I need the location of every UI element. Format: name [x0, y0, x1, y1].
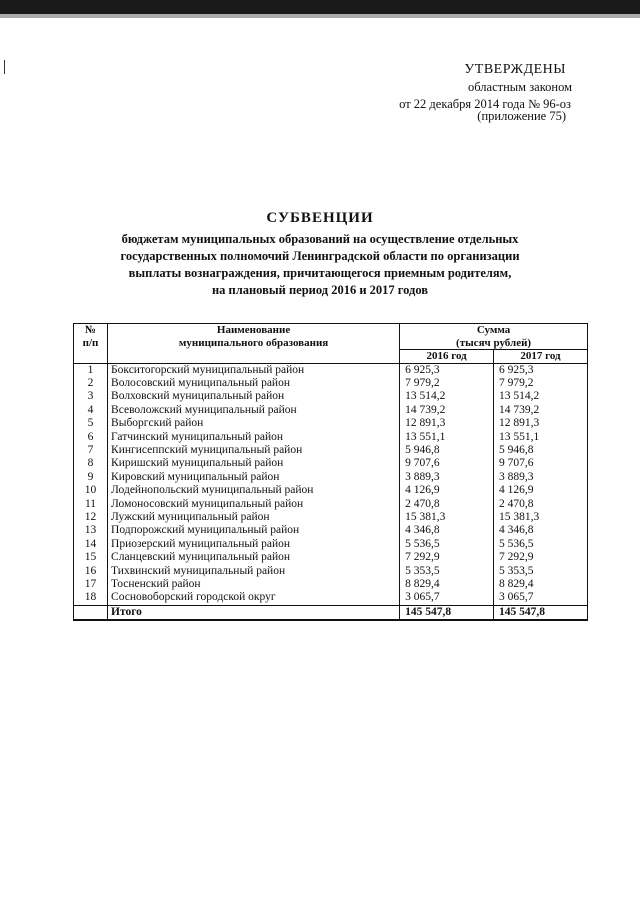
header-year-2017: 2017 год: [494, 350, 588, 364]
row-value-2017: 13 551,1: [494, 431, 588, 444]
row-name: Гатчинский муниципальный район: [108, 431, 400, 444]
table-row: [74, 578, 588, 591]
row-value-2017: 7 979,2: [494, 377, 588, 390]
approval-appendix: (приложение 75): [477, 109, 566, 123]
row-value-2017: 14 739,2: [494, 404, 588, 417]
row-value-2017: 13 514,2: [494, 390, 588, 403]
row-value-2017: 2 470,8: [494, 498, 588, 511]
row-name: Сланцевский муниципальный район: [108, 551, 400, 564]
total-row: [74, 605, 588, 620]
row-value-2016: 2 470,8: [400, 498, 494, 511]
row-number: 2: [74, 377, 108, 390]
table-row: [74, 444, 588, 457]
row-value-2016: 9 707,6: [400, 457, 494, 470]
row-number: 15: [74, 551, 108, 564]
row-value-2017: 3 065,7: [494, 591, 588, 605]
row-name: Тосненский район: [108, 578, 400, 591]
table-body: [74, 363, 588, 620]
subtitle-line: бюджетам муниципальных образований на осуществление отдельных: [121, 232, 519, 246]
scan-top-edge: [0, 0, 640, 14]
row-value-2016: 5 353,5: [400, 565, 494, 578]
row-name: Лодейнопольский муниципальный район: [108, 484, 400, 497]
row-number: 18: [74, 591, 108, 605]
row-value-2017: 8 829,4: [494, 578, 588, 591]
header-number: № п/п: [74, 324, 108, 364]
table-row: [74, 363, 588, 377]
subtitle-line: на плановый период 2016 и 2017 годов: [211, 282, 429, 297]
header-year-2016: 2016 год: [400, 350, 494, 364]
header-name: Наименование муниципального образования: [108, 324, 400, 364]
header-sum: Сумма (тысяч рублей): [400, 324, 588, 350]
row-value-2017: 5 536,5: [494, 538, 588, 551]
approval-law: областным законом: [467, 80, 572, 94]
table-row: [74, 471, 588, 484]
row-value-2016: 4 126,9: [400, 484, 494, 497]
table-row: [74, 511, 588, 524]
row-name: Кингисеппский муниципальный район: [108, 444, 400, 457]
subtitle-line: государственных полномочий Ленинградской области по организации: [120, 248, 520, 263]
row-name: Тихвинский муниципальный район: [108, 565, 400, 578]
row-name: Волховский муниципальный район: [108, 390, 400, 403]
row-name: Выборгский район: [108, 417, 400, 430]
row-number: 12: [74, 511, 108, 524]
row-value-2017: 6 925,3: [494, 363, 588, 377]
row-number: 17: [74, 578, 108, 591]
row-value-2017: 4 126,9: [494, 484, 588, 497]
table-row: [74, 484, 588, 497]
row-number: 4: [74, 404, 108, 417]
table-row: [74, 390, 588, 403]
row-value-2017: 12 891,3: [494, 417, 588, 430]
row-number: 1: [74, 363, 108, 377]
subtitle-line: выплаты вознаграждения, причитающегося приемным родителям,: [128, 265, 512, 280]
table-row: [74, 404, 588, 417]
document-heading: [60, 210, 580, 299]
row-number: 8: [74, 457, 108, 470]
table-row: [74, 551, 588, 564]
document-subtitle: [60, 231, 580, 299]
approval-date: от 22 декабря 2014 года № 96-оз: [399, 97, 571, 111]
row-name: Всеволожский муниципальный район: [108, 404, 400, 417]
row-value-2016: 7 979,2: [400, 377, 494, 390]
row-value-2016: 3 065,7: [400, 591, 494, 605]
table-row: [74, 538, 588, 551]
row-value-2017: 9 707,6: [494, 457, 588, 470]
table-row: [74, 565, 588, 578]
row-value-2017: 5 946,8: [494, 444, 588, 457]
margin-mark: [4, 60, 5, 74]
row-value-2017: 15 381,3: [494, 511, 588, 524]
row-name: Ломоносовский муниципальный район: [108, 498, 400, 511]
table-row: [74, 377, 588, 390]
row-name: Приозерский муниципальный район: [108, 538, 400, 551]
row-value-2016: 15 381,3: [400, 511, 494, 524]
table-row: [74, 457, 588, 470]
total-value-2017: 145 547,8: [494, 605, 588, 620]
row-name: Волосовский муниципальный район: [108, 377, 400, 390]
table-row: [74, 417, 588, 430]
row-value-2017: 5 353,5: [494, 565, 588, 578]
row-number: 6: [74, 431, 108, 444]
row-name: Бокситогорский муниципальный район: [108, 363, 400, 377]
row-number: 10: [74, 484, 108, 497]
table-row: [74, 524, 588, 537]
row-number: 16: [74, 565, 108, 578]
row-value-2016: 6 925,3: [400, 363, 494, 377]
document-title: СУБВЕНЦИИ: [266, 210, 374, 226]
table-row: [74, 431, 588, 444]
row-value-2016: 13 551,1: [400, 431, 494, 444]
row-value-2016: 12 891,3: [400, 417, 494, 430]
total-value-2016: 145 547,8: [400, 605, 494, 620]
row-number: 9: [74, 471, 108, 484]
row-value-2017: 4 346,8: [494, 524, 588, 537]
row-value-2017: 3 889,3: [494, 471, 588, 484]
row-name: Подпорожский муниципальный район: [108, 524, 400, 537]
row-value-2016: 14 739,2: [400, 404, 494, 417]
row-value-2016: 13 514,2: [400, 390, 494, 403]
total-label: Итого: [108, 605, 400, 620]
row-value-2016: 4 346,8: [400, 524, 494, 537]
row-name: Лужский муниципальный район: [108, 511, 400, 524]
row-value-2016: 3 889,3: [400, 471, 494, 484]
row-value-2016: 5 946,8: [400, 444, 494, 457]
row-name: Сосновоборский городской округ: [108, 591, 400, 605]
row-name: Киришский муниципальный район: [108, 457, 400, 470]
row-number: 13: [74, 524, 108, 537]
row-number: 14: [74, 538, 108, 551]
subsidies-table: [73, 323, 588, 621]
row-number: 11: [74, 498, 108, 511]
row-number: 3: [74, 390, 108, 403]
total-number: [74, 605, 108, 620]
row-value-2016: 8 829,4: [400, 578, 494, 591]
row-value-2016: 5 536,5: [400, 538, 494, 551]
approval-title: УТВЕРЖДЕНЫ: [464, 62, 566, 77]
row-name: Кировский муниципальный район: [108, 471, 400, 484]
row-value-2017: 7 292,9: [494, 551, 588, 564]
table-row: [74, 498, 588, 511]
row-value-2016: 7 292,9: [400, 551, 494, 564]
row-number: 7: [74, 444, 108, 457]
table-row: [74, 591, 588, 605]
row-number: 5: [74, 417, 108, 430]
